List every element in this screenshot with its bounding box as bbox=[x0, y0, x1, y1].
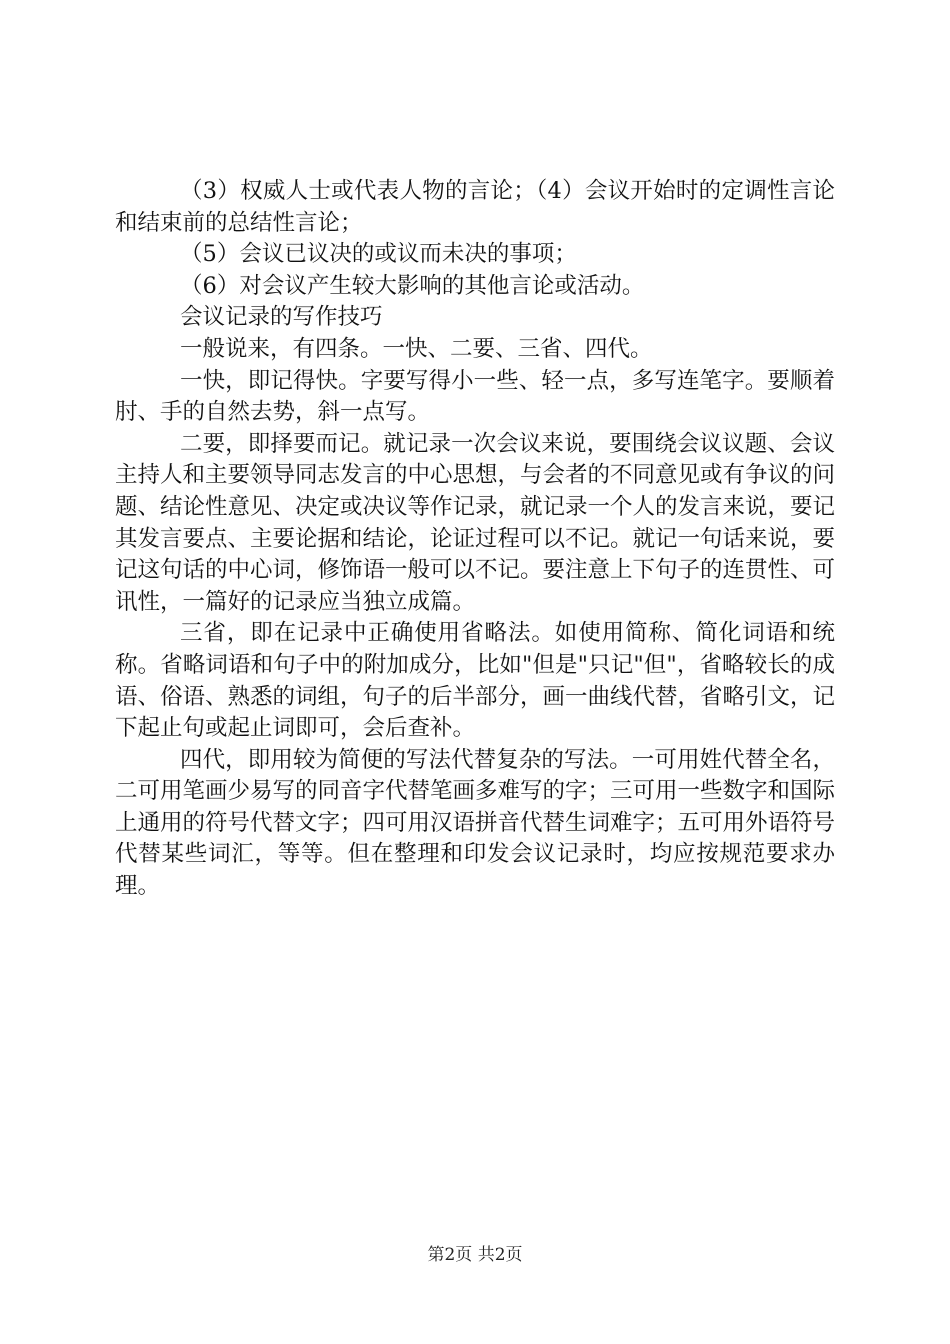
paragraph-rule-essential: 二要，即择要而记。就记录一次会议来说，要围绕会议议题、会议主持人和主要领导同志发言的中心思想，与会者的不同意见或有争议的问题、结论性意见、决定或决议等作记录，就记录一个人的发言来说，要记其发言要点、主要论据和结论，论证过程可以不记。就记一句话来说，要记这句话的中心词，修饰语一般可以不记。要注意上下句子的连贯性、可讯性，一篇好的记录应当独立成篇。 bbox=[115, 430, 836, 615]
paragraph-rule-omit: 三省，即在记录中正确使用省略法。如使用简称、简化词语和统称。省略词语和句子中的附加成分，比如"但是"只记"但"，省略较长的成语、俗语、熟悉的词组，句子的后半部分，画一曲线代替，省略引文，记下起止句或起止词即可，会后查补。 bbox=[115, 620, 836, 742]
paragraph-rule-substitute: 四代，即用较为简便的写法代替复杂的写法。一可用姓代替全名，二可用笔画少易写的同音字代替笔画多难写的字；三可用一些数字和国际上通用的符号代替文字；四可用汉语拼音代替生词难字；五可用外语符号代替某些词汇，等等。但在整理和印发会议记录时，均应按规范要求办理。 bbox=[115, 746, 836, 900]
section-heading-writing-tips: 会议记录的写作技巧 bbox=[180, 304, 383, 331]
paragraph-rule-fast: 一快，即记得快。字要写得小一些、轻一点，多写连笔字。要顺着肘、手的自然去势，斜一点写。 bbox=[115, 367, 835, 426]
paragraph-speech-types: （3）权威人士或代表人物的言论；（4）会议开始时的定调性言论和结束前的总结性言论； bbox=[115, 178, 835, 236]
paragraph-resolved-items: （5）会议已议决的或议而未决的事项； bbox=[180, 241, 577, 268]
paragraph-four-rules: 一般说来，有四条。一快、二要、三省、四代。 bbox=[180, 335, 653, 362]
page-number-footer: 第2页 共2页 bbox=[427, 1245, 523, 1265]
document-body bbox=[115, 176, 835, 903]
paragraph-influential-activities: （6）对会议产生较大影响的其他言论或活动。 bbox=[180, 272, 645, 299]
